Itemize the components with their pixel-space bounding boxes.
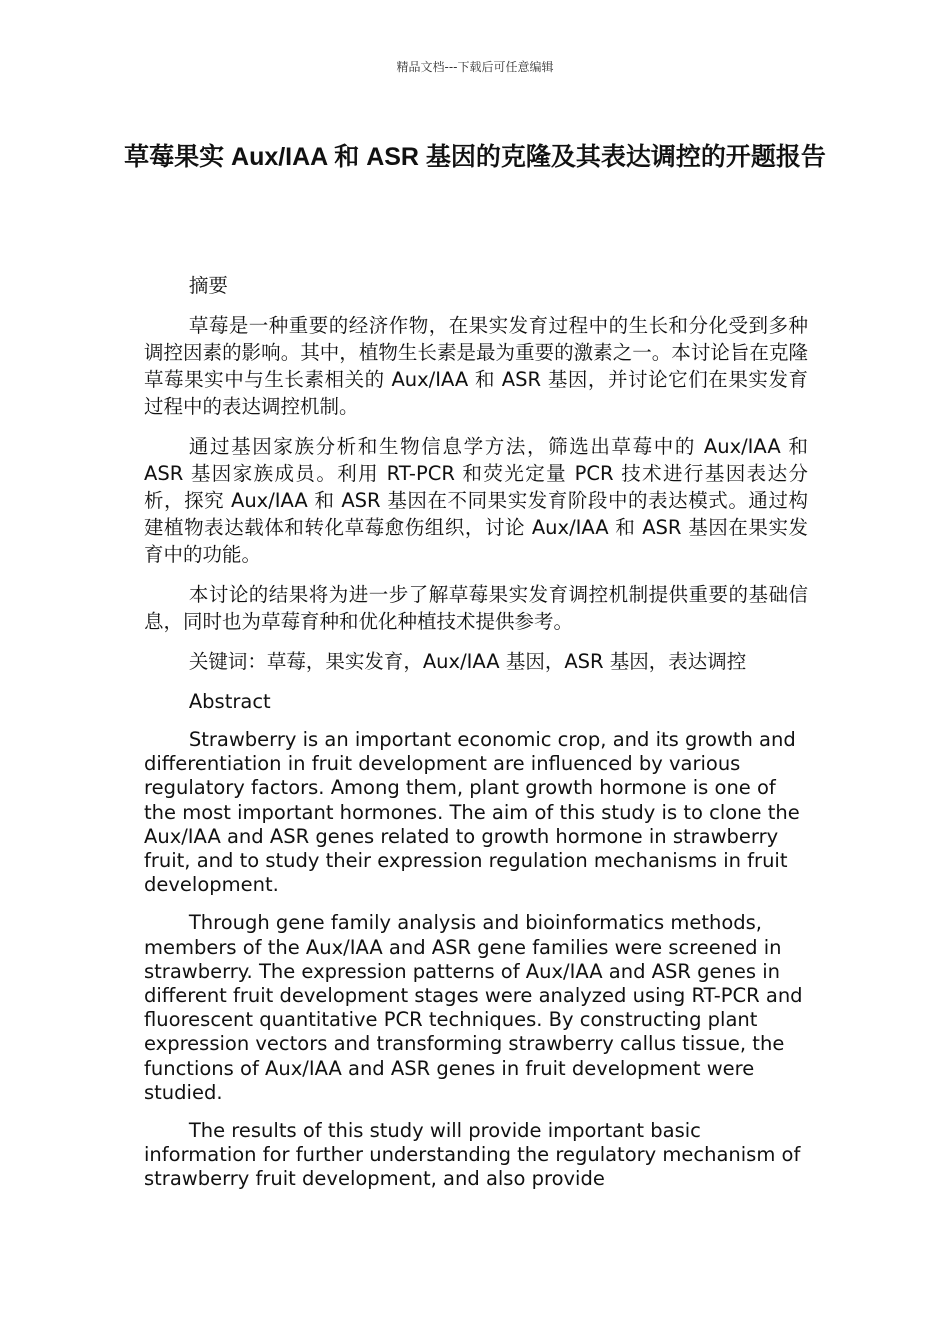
abstract-cn-heading: 摘要: [188, 274, 228, 297]
abstract-en-paragraph-3: The results of this study will provide important basic information for further understanding the regulatory mechanism of strawberry fruit development, and also provide: [144, 1119, 801, 1191]
header-note: 精品文档---下载后可任意编辑: [396, 60, 554, 74]
abstract-en-paragraph-1: Strawberry is an important economic crop, and its growth and differentiation in fruit development are influenced by various regulatory factors. Among them, plant growth hormone is one of the most important hormones. The aim of this study is to clone the Aux/IAA and ASR genes related to growth hormone in strawberry fruit, and to study their expression regulation mechanisms in fruit development.: [144, 728, 800, 897]
document-title: 草莓果实 Aux/IAA 和 ASR 基因的克隆及其表达调控的开题报告: [124, 143, 826, 171]
abstract-en-paragraph-2: Through gene family analysis and bioinformatics methods, members of the Aux/IAA and ASR gene families were screened in strawberry. The expression patterns of Aux/IAA and ASR genes in different fruit development stages were analyzed using RT-PCR and fluorescent quantitative PCR techniques. By constructing plant expression vectors and transforming strawberry callus tissue, the functions of Aux/IAA and ASR genes in fruit development were studied.: [144, 911, 803, 1104]
abstract-en-heading: Abstract: [188, 690, 271, 713]
abstract-cn-paragraph-2: 通过基因家族分析和生物信息学方法，筛选出草莓中的 Aux/IAA 和 ASR 基因家族成员。利用 RT-PCR 和荧光定量 PCR 技术进行基因表达分析，探究 Aux/IAA 和 ASR 基因在不同果实发育阶段中的表达模式。通过构建植物表达载体和转化草莓愈伤组织，讨论 Aux/IAA 和 ASR 基因在果实发育中的功能。: [144, 435, 808, 566]
abstract-cn-paragraph-3: 本讨论的结果将为进一步了解草莓果实发育调控机制提供重要的基础信息，同时也为草莓育种和优化种植技术提供参考。: [144, 583, 808, 633]
abstract-cn-paragraph-1: 草莓是一种重要的经济作物，在果实发育过程中的生长和分化受到多种调控因素的影响。其中，植物生长素是最为重要的激素之一。本讨论旨在克隆草莓果实中与生长素相关的 Aux/IAA 和 ASR 基因，并讨论它们在果实发育过程中的表达调控机制。: [144, 314, 808, 418]
keywords: 关键词：草莓，果实发育，Aux/IAA 基因，ASR 基因，表达调控: [188, 650, 747, 673]
document-body: [144, 272, 808, 1206]
